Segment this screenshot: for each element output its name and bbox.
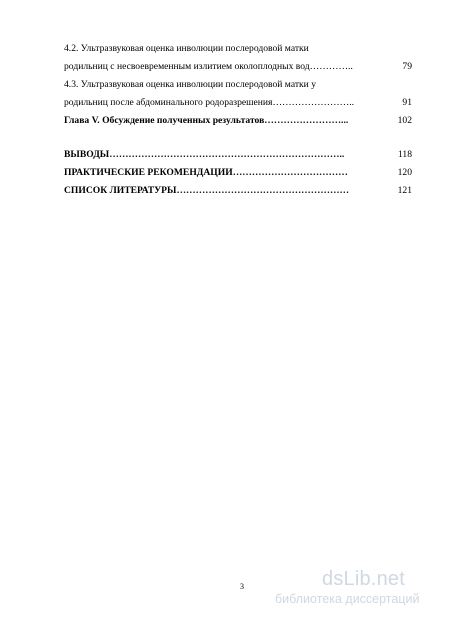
toc-entry-references-page: 121	[397, 185, 412, 196]
toc-entry-4-2-line1: 4.2. Ультразвуковая оценка инволюции послеродовой матки	[64, 43, 309, 54]
toc-entry-conclusions: ВЫВОДЫ………………………………………………………………..	[64, 149, 345, 160]
toc-entry-4-3-page: 91	[402, 97, 412, 108]
toc-entry-recommendations: ПРАКТИЧЕСКИЕ РЕКОМЕНДАЦИИ………………………………	[64, 167, 348, 178]
watermark-logo: dsLib.net	[322, 568, 405, 590]
toc-entry-4-2-line2: родильниц с несвоевременным излитием околоплодных вод…………..	[64, 61, 353, 72]
toc-entry-chapter-5: Глава V. Обсуждение полученных результатов……………………...	[64, 115, 349, 126]
watermark-subtitle: библиотека диссертаций	[275, 592, 420, 606]
toc-entry-4-3-line1: 4.3. Ультразвуковая оценка инволюции послеродовой матки у	[64, 79, 317, 90]
toc-entry-4-2-page: 79	[402, 61, 412, 72]
toc-entry-chapter-5-page: 102	[397, 115, 412, 126]
page-number: 3	[240, 582, 244, 591]
toc-entry-4-3-line2: родильниц после абдоминального родоразрешения……………………..	[64, 97, 354, 108]
toc-entry-references: СПИСОК ЛИТЕРАТУРЫ………………………………………………	[64, 185, 350, 196]
toc-entry-conclusions-page: 118	[397, 149, 412, 160]
toc-entry-recommendations-page: 120	[397, 167, 412, 178]
